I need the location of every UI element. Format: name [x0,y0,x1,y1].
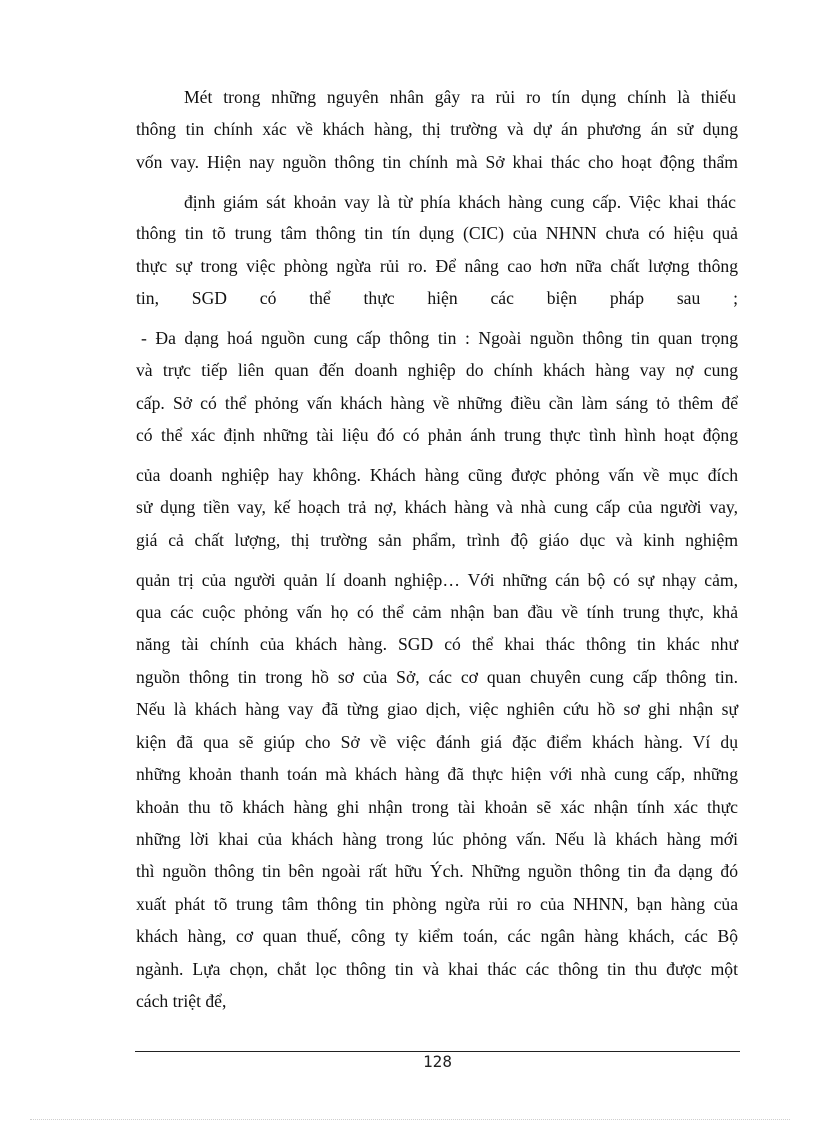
page-bottom-dotted-border [30,1119,790,1120]
text-line: nguồn thông tin trong hồ sơ của Sở, các cơ quan chuyên cung cấp thông tin. [136,667,738,687]
text-line: những khoản thanh toán mà khách hàng đã thực hiện với nhà cung cấp, những [136,764,738,784]
text-line: kiện đã qua sẽ giúp cho Sở về việc đánh giá đặc điểm khách hàng. Ví dụ [136,732,738,752]
text-line: Nếu là khách hàng vay đã từng giao dịch, việc nghiên cứu hồ sơ ghi nhận sự [136,699,738,719]
text-line: tin, SGD có thể thực hiện các biện pháp sau ; [136,288,738,308]
text-line: sử dụng tiền vay, kế hoạch trả nợ, khách hàng và nhà cung cấp của người vay, [136,497,738,517]
text-line: thông tin chính xác về khách hàng, thị trường và dự án phương án sử dụng [136,119,738,139]
text-line: thực sự trong việc phòng ngừa rủi ro. Để nâng cao hơn nữa chất lượng thông [136,256,738,276]
text-line: khoản thu tõ khách hàng ghi nhận trong tài khoản sẽ xác nhận tính xác thực [136,797,738,817]
text-line: vốn vay. Hiện nay nguồn thông tin chính mà Sở khai thác cho hoạt động thẩm [136,152,738,172]
text-line: ngành. Lựa chọn, chắt lọc thông tin và khai thác các thông tin thu được một [136,959,738,979]
text-line: những lời khai của khách hàng trong lúc phỏng vấn. Nếu là khách hàng mới [136,829,738,849]
text-line: cách triệt để, [136,991,227,1011]
text-line: quản trị của người quản lí doanh nghiệp… Với những cán bộ có sự nhạy cảm, [136,570,738,590]
text-line: của doanh nghiệp hay không. Khách hàng cũng được phỏng vấn về mục đích [136,465,738,485]
text-line: qua các cuộc phỏng vấn họ có thể cảm nhận ban đầu về tính trung thực, khả [136,602,738,622]
text-line: xuất phát tõ trung tâm thông tin phòng ngừa rủi ro của NHNN, bạn hàng của [136,894,738,914]
text-line: - Đa dạng hoá nguồn cung cấp thông tin : Ngoài nguồn thông tin quan trọng [141,328,738,348]
text-line: thông tin tõ trung tâm thông tin tín dụng (CIC) của NHNN chưa có hiệu quả [136,223,738,243]
text-line: và trực tiếp liên quan đến doanh nghiệp do chính khách hàng vay nợ cung [136,360,738,380]
text-line: định giám sát khoản vay là từ phía khách hàng cung cấp. Việc khai thác [184,192,736,212]
text-line: khách hàng, cơ quan thuế, công ty kiểm toán, các ngân hàng khách, các Bộ [136,926,738,946]
text-line: cấp. Sở có thể phỏng vấn khách hàng về những điều cần làm sáng tỏ thêm để [136,393,738,413]
page-number: 128 [423,1052,452,1071]
text-line: năng tài chính của khách hàng. SGD có thể khai thác thông tin khác như [136,634,738,654]
text-line: Mét trong những nguyên nhân gây ra rủi ro tín dụng chính là thiếu [184,87,736,107]
text-line: thì nguồn thông tin bên ngoài rất hữu Ých. Những nguồn thông tin đa dạng đó [136,861,738,881]
text-line: giá cả chất lượng, thị trường sản phẩm, trình độ giáo dục và kinh nghiệm [136,530,738,550]
text-line: có thể xác định những tài liệu đó có phản ánh trung thực tình hình hoạt động [136,425,738,445]
